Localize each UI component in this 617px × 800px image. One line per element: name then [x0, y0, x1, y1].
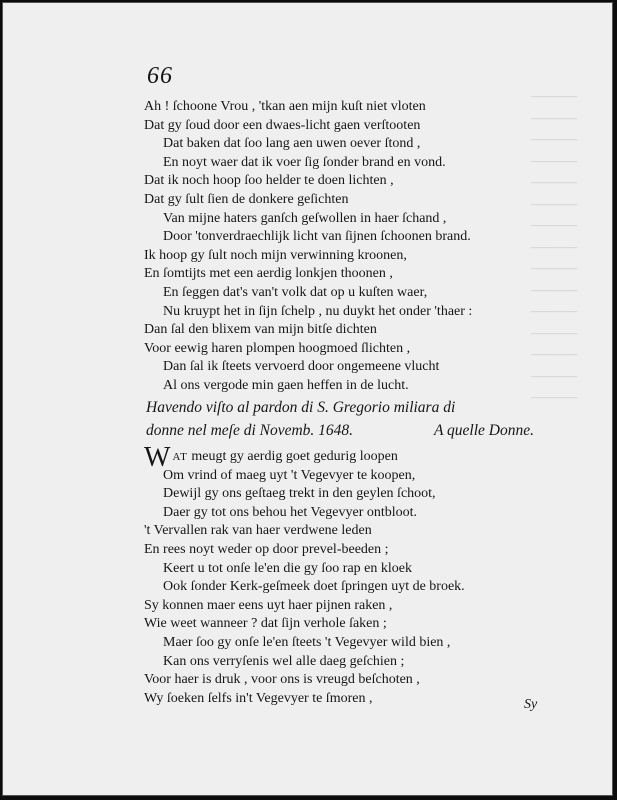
verse-line: Maer ſoo gy onſe le'en ſteets 't Vegevyer wild bien ,	[163, 634, 451, 650]
first-line-rest: meugt gy aerdig goet gedurig loopen	[187, 449, 398, 464]
verse-line: Ik hoop gy ſult noch mijn verwinning kroonen,	[144, 247, 407, 263]
page-frame	[2, 2, 613, 796]
verse-line: Door 'tonverdraechlijk licht van ſijnen ſchoonen brand.	[163, 229, 471, 245]
verse-line: Dat ik noch hoop ſoo helder te doen lichten ,	[144, 173, 394, 189]
verse-line: Dewijl gy ons geſtaeg trekt in den geylen ſchoot,	[163, 486, 436, 502]
heading-line-2-right: A quelle Donne.	[433, 422, 534, 439]
catchword: Sy	[524, 697, 538, 712]
verse-line: Dat gy ſult ſien de donkere geſichten	[144, 191, 349, 207]
heading-line-2-left: donne nel meſe di Novemb. 1648.	[146, 422, 354, 439]
page-number: 66	[147, 63, 173, 89]
verse-line: Dan ſal den blixem van mijn bitſe dichten	[144, 322, 377, 338]
verse-line: Wy ſoeken ſelfs in't Vegevyer te ſmoren ,	[144, 690, 373, 706]
first-line-text	[172, 448, 397, 467]
book-page	[3, 3, 612, 795]
verse-line: Om vrind of maeg uyt 't Vegevyer te koopen,	[163, 467, 416, 483]
verse-line: Voor haer is druk , voor ons is vreugd beſchoten ,	[144, 672, 420, 688]
verse-line: En noyt waer dat ik voer ſig ſonder brand en vond.	[163, 154, 446, 170]
verse-line: Dan ſal ik ſteets vervoerd door ongemeene vlucht	[163, 359, 440, 375]
verse-line: Al ons vergode min gaen heffen in de lucht.	[163, 377, 409, 393]
first-line-smallcaps: AT	[172, 451, 188, 463]
verse-line: Sy konnen maer eens uyt haer pijnen raken ,	[144, 597, 393, 613]
poem-second-first-line	[144, 442, 534, 473]
verse-line: Daer gy tot ons behou het Vegevyer ontbloot.	[163, 504, 418, 520]
verse-line: En rees noyt weder op door prevel-beeden ;	[144, 541, 389, 557]
verse-line: 't Vervallen rak van haer verdwene leden	[144, 523, 372, 539]
poem-first	[144, 98, 534, 396]
bleed-through-text: ———— ———— ———— ———— ———— ———— ———— ———— ———— ———— ———— ———— ———— ———— ————	[531, 88, 578, 404]
verse-line: Voor eewig haren plompen hoogmoed ſlichten ,	[144, 340, 411, 356]
verse-line: Dat gy ſoud door een dwaes-licht gaen verſtooten	[144, 117, 421, 133]
poem-second	[144, 442, 534, 708]
verse-line: Van mijne haters ganſch geſwollen in haer ſchand ,	[163, 210, 447, 226]
verse-line: Wie weet wanneer ? dat ſijn verhole ſaken ;	[144, 616, 387, 632]
verse-line: Dat baken dat ſoo lang aen uwen oever ſtond ,	[163, 136, 421, 152]
heading-line-1: Havendo viſto al pardon di S. Gregorio miliara di	[146, 399, 456, 416]
drop-cap: W	[144, 442, 171, 473]
verse-line: Kan ons verryſenis wel alle daeg geſchien ;	[163, 653, 405, 669]
verse-line: Ah ! ſchoone Vrou , 'tkan aen mijn kuſt niet vloten	[144, 99, 426, 114]
verse-line: Ook ſonder Kerk-geſmeek doet ſpringen uyt de broek.	[163, 579, 465, 595]
verse-line: Keert u tot onſe le'en die gy ſoo rap en kloek	[163, 560, 412, 576]
heading-line-2	[146, 419, 536, 442]
verse-line: En ſomtijts met een aerdig lonkjen thoonen ,	[144, 266, 393, 282]
verse-line: Nu kruypt het in ſijn ſchelp , nu duykt het onder 'thaer :	[163, 303, 473, 319]
poem-heading	[146, 396, 536, 442]
verse-line: En ſeggen dat's van't volk dat op u kuſten waer,	[163, 284, 428, 300]
